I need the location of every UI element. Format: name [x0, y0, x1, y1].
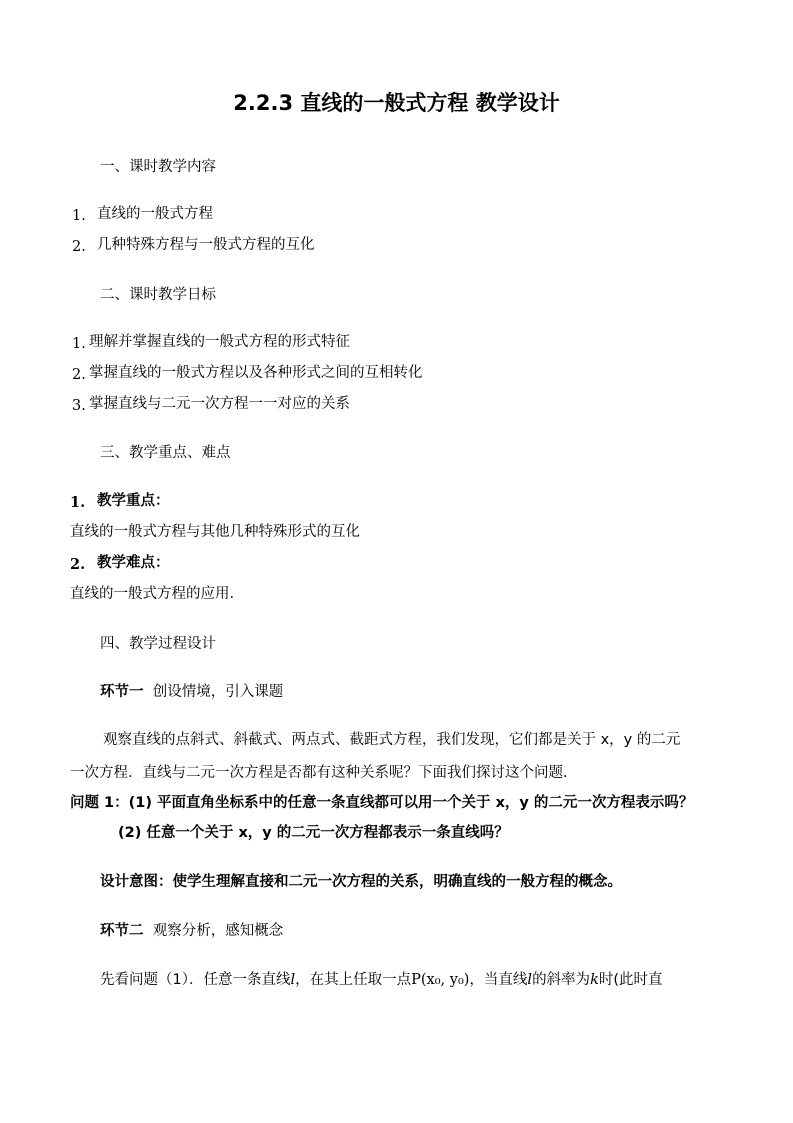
key-point-text: 直线的一般式方程与其他几种特殊形式的互化 — [70, 524, 360, 540]
paragraph2-part-e: 时(此时直 — [598, 972, 663, 988]
design-intent-label: 设计意图： — [100, 874, 173, 890]
section2-heading: 二、课时教学日标 — [100, 287, 216, 303]
design-intent-text: 使学生理解直接和二元一次方程的关系，明确直线的一般方程的概念。 — [172, 874, 622, 890]
paragraph2-part-b: ，在其上任取一点 — [295, 972, 412, 988]
line-variable-l: l — [290, 972, 296, 988]
paragraph2-part-c: ，当直线 — [469, 972, 528, 988]
section2-item2-text: 掌握直线的一般式方程以及各种形式之间的互相转化 — [89, 365, 423, 381]
document-title: 2.2.3 直线的一般式方程 教学设计 — [233, 91, 560, 115]
section1-item2-text: 几种特殊方程与一般式方程的互化 — [97, 237, 315, 253]
paragraph1-line1: 观察直线的点斜式、斜截式、两点式、截距式方程，我们发现，它们都是关于 x，y 的二元 — [103, 732, 681, 748]
section2-item1-text: 理解并掌握直线的一般式方程的形式特征 — [89, 334, 350, 350]
section2-item2-number: 2. — [72, 367, 86, 383]
paragraph2-part-a: 先看问题（1）．任意一条直线 — [100, 972, 291, 988]
key-point-label: 教学重点： — [97, 493, 170, 509]
point-p-expression: P(x₀, y₀) — [411, 972, 470, 988]
question1-part1: (1) 平面直角坐标系中的任意一条直线都可以用一个关于 x，y 的二元一次方程表示吗？ — [128, 795, 694, 811]
stage2-label: 环节二 — [100, 923, 144, 939]
section3-heading: 三、教学重点、难点 — [100, 445, 231, 461]
paragraph1-line2: 一次方程．直线与二元一次方程是否都有这种关系呢？下面我们探讨这个问题. — [70, 765, 568, 781]
stage2-title: 观察分析，感知概念 — [152, 923, 284, 939]
stage1-title: 创设情境，引入课题 — [152, 684, 284, 700]
section2-item3-text: 掌握直线与二元一次方程一一对应的关系 — [89, 396, 350, 412]
section2-item1-number: 1. — [72, 336, 86, 352]
paragraph2-part-d: 的斜率为 — [532, 972, 591, 988]
section1-item2-number: 2. — [72, 239, 86, 255]
question1-line1 — [70, 794, 693, 812]
stage1-label: 环节一 — [100, 684, 144, 700]
section1-item1-text: 直线的一般式方程 — [97, 206, 213, 222]
paragraph2-line1 — [100, 971, 663, 989]
line-variable-l-2: l — [527, 972, 533, 988]
difficulty-label: 教学难点： — [97, 555, 170, 571]
design-intent-line — [100, 873, 622, 891]
stage1-line — [100, 683, 283, 701]
question1-part2: (2) 任意一个关于 x，y 的二元一次方程都表示一条直线吗？ — [118, 825, 509, 841]
key-point-number: 1. — [70, 494, 86, 511]
slope-variable-k: k — [590, 972, 599, 988]
section1-heading: 一、课时教学内容 — [100, 159, 216, 175]
section2-item3-number: 3. — [72, 398, 86, 414]
section1-item1-number: 1. — [72, 208, 86, 224]
question1-label: 问题 1： — [70, 795, 129, 811]
stage2-line — [100, 922, 283, 940]
section4-heading: 四、教学过程设计 — [100, 636, 216, 652]
difficulty-number: 2. — [70, 556, 86, 573]
difficulty-text: 直线的一般式方程的应用. — [70, 586, 235, 602]
